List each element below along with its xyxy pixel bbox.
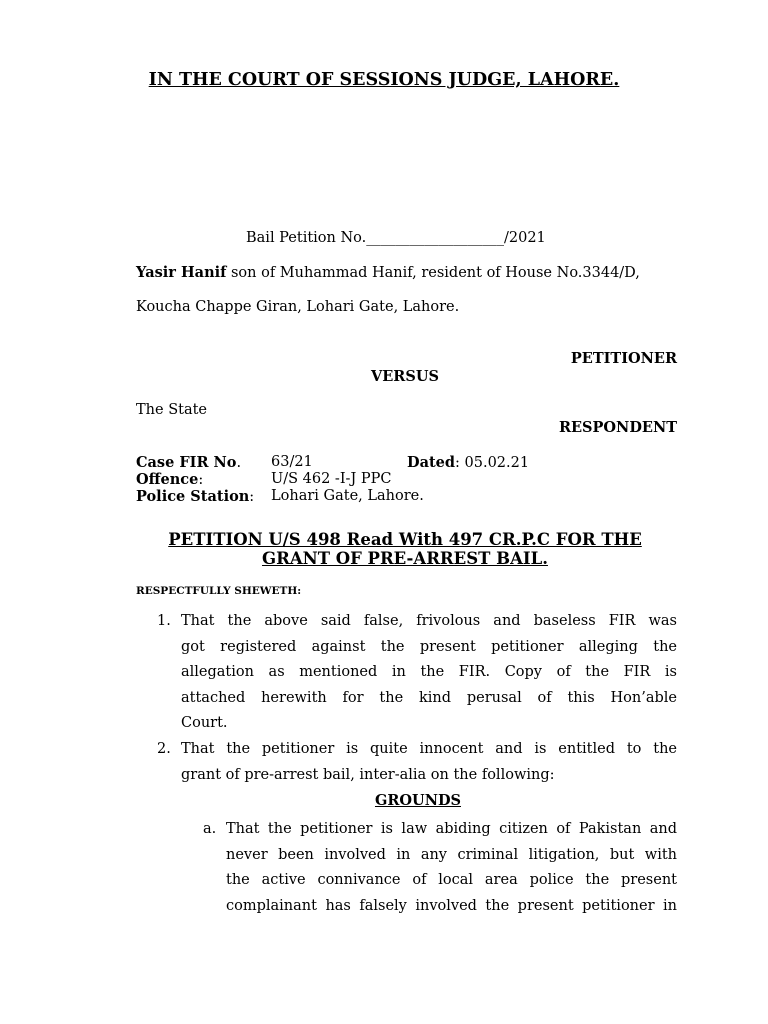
petitioner-name: Yasir Hanif bbox=[136, 264, 227, 281]
party-line bbox=[136, 264, 640, 281]
versus-label: VERSUS bbox=[371, 368, 439, 385]
station-label: Police Station bbox=[136, 488, 250, 505]
paragraph-line: That the above said false, frivolous and baseless FIR was bbox=[181, 613, 677, 629]
paragraph-1 bbox=[181, 609, 677, 737]
ground-a bbox=[226, 817, 677, 919]
ground-a-letter: a. bbox=[203, 821, 217, 837]
court-title: IN THE COURT OF SESSIONS JUDGE, LAHORE. bbox=[148, 70, 620, 90]
dated-row bbox=[407, 454, 529, 471]
petitioner-address: Koucha Chappe Giran, Lohari Gate, Lahore. bbox=[136, 299, 460, 315]
respectfully-sheweth: RESPECTFULLY SHEWETH: bbox=[136, 585, 302, 597]
petition-title-line1: PETITION U/S 498 Read With 497 CR.P.C FOR THE bbox=[168, 530, 642, 549]
paragraph-line: That the petitioner is quite innocent and is entitled to the bbox=[181, 741, 677, 757]
ground-line: the active connivance of local area police the present bbox=[226, 872, 677, 889]
dated-label: Dated bbox=[407, 454, 456, 471]
paragraph-2-number: 2. bbox=[157, 741, 171, 757]
ground-line: never been involved in any criminal litigation, but with bbox=[226, 846, 677, 863]
ground-line: That the petitioner is law abiding citizen of Pakistan and bbox=[226, 821, 677, 837]
offence-label: Offence bbox=[136, 471, 199, 488]
fir-value: 63/21 bbox=[271, 454, 313, 470]
petition-title-line2: GRANT OF PRE-ARREST BAIL. bbox=[262, 549, 548, 568]
offence-value: U/S 462 -I-J PPC bbox=[271, 471, 392, 487]
respondent-label: RESPONDENT bbox=[558, 419, 677, 436]
paragraph-line: attached herewith for the kind perusal of this Hon’able bbox=[181, 689, 677, 706]
paragraph-line: grant of pre-arrest bail, inter-alia on the following: bbox=[181, 766, 555, 783]
offence-row bbox=[136, 471, 203, 488]
offence-colon: : bbox=[198, 472, 204, 488]
paragraph-line: Court. bbox=[181, 715, 228, 732]
fir-row bbox=[136, 454, 241, 471]
petitioner-label: PETITIONER bbox=[570, 350, 677, 367]
paragraph-line: got registered against the present petitioner alleging the bbox=[181, 638, 677, 655]
fir-suffix: . bbox=[236, 455, 242, 471]
fir-label: Case FIR No bbox=[136, 454, 237, 471]
station-colon: : bbox=[249, 489, 255, 505]
grounds-title: GROUNDS bbox=[374, 792, 461, 809]
bail-petition-number: Bail Petition No.___________________/2021 bbox=[246, 230, 546, 246]
ground-line: complainant has falsely involved the present petitioner in bbox=[226, 897, 677, 914]
paragraph-2 bbox=[181, 737, 677, 788]
paragraph-line: allegation as mentioned in the FIR. Copy of the FIR is bbox=[181, 664, 677, 681]
station-value: Lohari Gate, Lahore. bbox=[271, 488, 424, 504]
petitioner-details: son of Muhammad Hanif, resident of House No.3344/D, bbox=[226, 265, 640, 281]
state-label: The State bbox=[136, 402, 208, 418]
station-row bbox=[136, 488, 254, 505]
dated-value: : 05.02.21 bbox=[455, 455, 530, 471]
paragraph-1-number: 1. bbox=[157, 613, 171, 629]
